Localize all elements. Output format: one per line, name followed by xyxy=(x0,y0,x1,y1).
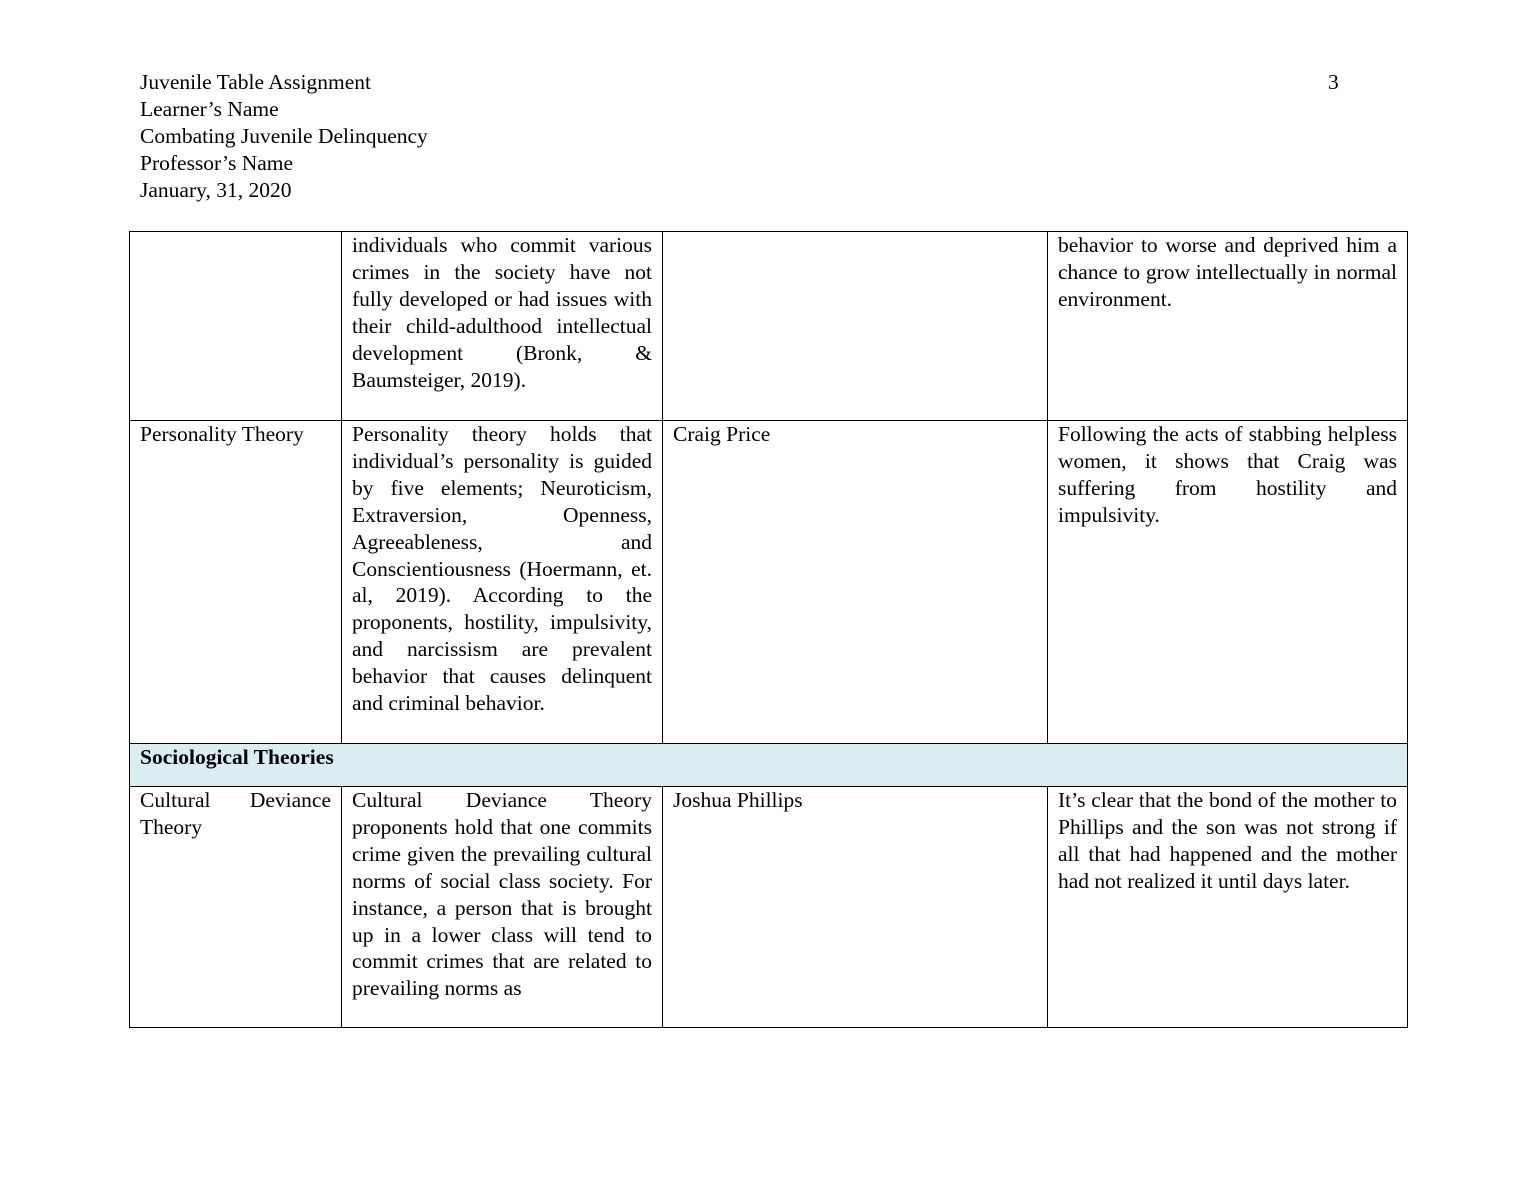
analysis-cell: Following the acts of stabbing helpless women, it shows that Craig was suffering from hostility and impulsivity. xyxy=(1048,421,1408,744)
table-row xyxy=(130,787,1408,1028)
header-learner-name: Learner’s Name xyxy=(140,97,279,121)
description-cell: Cultural Deviance Theory proponents hold that one commits crime given the prevailing cultural norms of social class society. For instance, a person that is brought up in a lower class will tend to commit crimes that are related to prevailing norms as xyxy=(342,787,663,1028)
theory-cell xyxy=(130,232,342,421)
document-header xyxy=(140,69,428,204)
header-title: Juvenile Table Assignment xyxy=(140,70,371,94)
analysis-cell: behavior to worse and deprived him a chance to grow intellectually in normal environment. xyxy=(1048,232,1408,421)
offender-cell: Craig Price xyxy=(663,421,1048,744)
theory-cell: Personality Theory xyxy=(130,421,342,744)
header-professor-name: Professor’s Name xyxy=(140,151,294,175)
description-cell: Personality theory holds that individual’s personality is guided by five elements; Neuroticism, Extraversion, Openness, Agreeableness, and Conscientiousness (Hoermann, et. al, 2019). According to the proponents, hostility, impulsivity, and narcissism are prevalent behavior that causes delinquent and criminal behavior. xyxy=(342,421,663,744)
table-row xyxy=(130,232,1408,421)
description-cell: individuals who commit various crimes in the society have not fully developed or had issues with their child-adulthood intellectual development (Bronk, & Baumsteiger, 2019). xyxy=(342,232,663,421)
section-heading: Sociological Theories xyxy=(130,744,1408,787)
analysis-cell: It’s clear that the bond of the mother to Phillips and the son was not strong if all that had happened and the mother had not realized it until days later. xyxy=(1048,787,1408,1028)
offender-cell xyxy=(663,232,1048,421)
section-heading-row xyxy=(130,744,1408,787)
header-course: Combating Juvenile Delinquency xyxy=(140,124,428,148)
theory-cell: Cultural Deviance Theory xyxy=(130,787,342,1028)
theory-table xyxy=(129,231,1408,1028)
table-row xyxy=(130,421,1408,744)
header-date: January, 31, 2020 xyxy=(140,178,292,202)
offender-cell: Joshua Phillips xyxy=(663,787,1048,1028)
page-number: 3 xyxy=(1328,70,1339,94)
